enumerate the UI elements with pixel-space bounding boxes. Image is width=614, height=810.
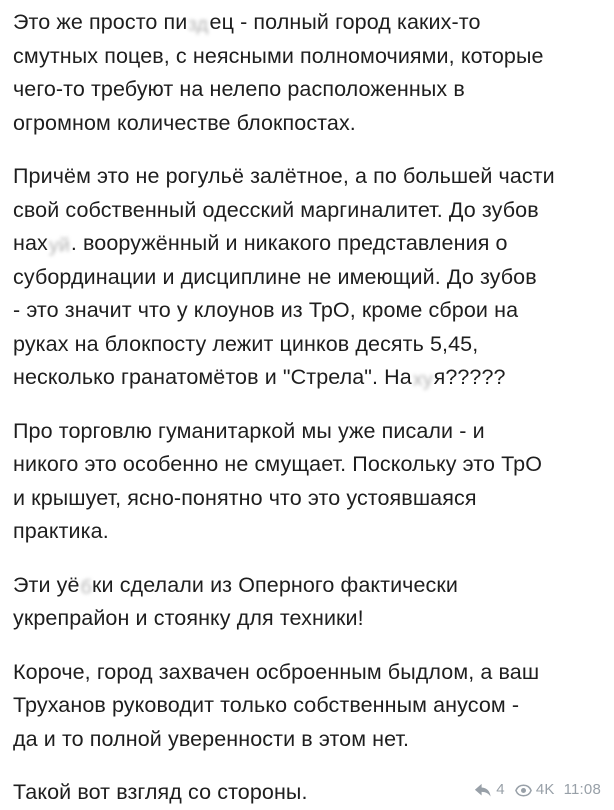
- text-line: [13, 6, 601, 40]
- text-line: [13, 294, 601, 328]
- censored-word: б: [80, 575, 92, 598]
- censored-word: ху: [412, 368, 433, 391]
- text-line: [13, 328, 601, 362]
- paragraph: [13, 569, 601, 636]
- paragraph: [13, 656, 601, 757]
- reply-arrow-icon: [474, 783, 492, 798]
- text-line: [13, 194, 601, 228]
- eye-icon: [515, 784, 532, 797]
- text-line: [13, 160, 601, 194]
- text-line: [13, 569, 601, 603]
- text-line: [13, 261, 601, 295]
- text-segment: да и то полной уверенности в этом нет.: [13, 726, 410, 751]
- text-line: [13, 73, 601, 107]
- message-meta: [474, 779, 601, 801]
- paragraph: [13, 160, 601, 395]
- text-segment: свой собственный одесский маргиналитет. До зубов: [13, 197, 539, 222]
- message-text: [13, 6, 601, 810]
- text-line: [13, 107, 601, 141]
- paragraph: [13, 415, 601, 549]
- text-segment: смутных поцев, с неясными полномочиями, которые: [13, 43, 544, 68]
- text-line: [13, 415, 601, 449]
- text-line: [13, 361, 601, 395]
- text-segment: Эти уё: [13, 572, 80, 597]
- text-segment: ец - полный город каких-то: [209, 10, 481, 34]
- text-line: [13, 515, 601, 549]
- text-segment: нах: [13, 231, 48, 255]
- text-segment: огромном количестве блокпостах.: [13, 110, 356, 135]
- text-segment: и крышует, ясно-понятно что это устоявшаяся: [13, 485, 477, 510]
- message-time: 11:08: [563, 781, 601, 798]
- text-segment: Такой вот взгляд со стороны.: [13, 780, 308, 804]
- text-segment: ки сделали из Оперного фактически: [92, 572, 459, 597]
- text-line: [13, 656, 601, 690]
- text-segment: Причём это не рогульё залётное, а по большей части: [13, 164, 555, 188]
- text-segment: Про торговлю гуманитаркой мы уже писали - и: [13, 418, 485, 443]
- text-line: [13, 227, 601, 261]
- text-segment: Труханов руководит только собственным анусом -: [13, 693, 520, 717]
- text-segment: . вооружённый и никакого представления о: [70, 231, 508, 255]
- paragraph: [13, 6, 601, 140]
- text-segment: несколько гранатомётов и "Стрела". На: [13, 365, 412, 389]
- text-line: [13, 482, 601, 516]
- text-segment: руках на блокпосту лежит цинков десять 5,45,: [13, 331, 479, 356]
- censored-word: зд: [188, 13, 209, 36]
- text-segment: укрепрайон и стоянку для техники!: [13, 606, 364, 630]
- text-segment: практика.: [13, 519, 109, 543]
- text-segment: Это же просто пи: [13, 10, 188, 34]
- text-segment: субординации и дисциплине не имеющий. До зубов: [13, 264, 537, 289]
- text-segment: я?????: [433, 365, 506, 389]
- text-segment: Короче, город захвачен осброенным быдлом, а ваш: [13, 659, 540, 684]
- text-segment: никого это особенно не смущает. Поскольку это ТрО: [13, 452, 543, 476]
- text-line: [13, 448, 601, 482]
- text-line: [13, 602, 601, 636]
- text-line: [13, 40, 601, 74]
- views-count: 4K: [535, 781, 555, 798]
- text-segment: - это значит что у клоунов из ТрО, кроме сброи на: [13, 298, 519, 322]
- text-line: [13, 723, 601, 757]
- censored-word: уй: [48, 234, 70, 257]
- reply-count: 4: [496, 781, 505, 798]
- text-segment: чего-то требуют на нелепо расположенных в: [13, 77, 465, 101]
- text-line: [13, 689, 601, 723]
